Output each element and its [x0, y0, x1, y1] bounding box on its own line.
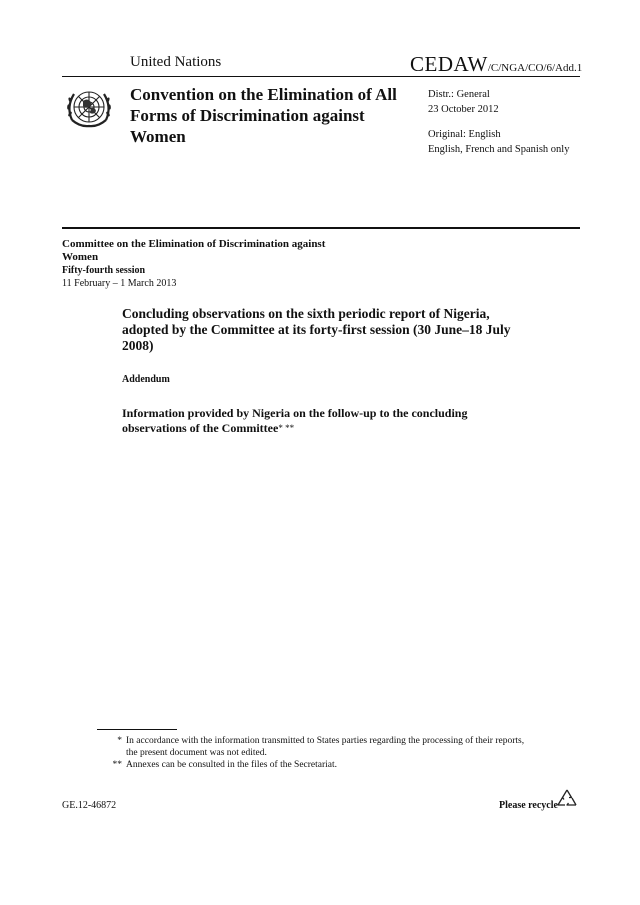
footnote-text: In accordance with the information transmitted to States parties regarding the processing of their reports, the present document was not edited. — [126, 736, 525, 758]
un-emblem-icon — [62, 80, 116, 134]
footnote-1 — [100, 735, 530, 759]
symbol-main: CEDAW — [410, 52, 488, 76]
header-bottom-rule — [62, 227, 580, 229]
info-title — [122, 406, 522, 436]
info-title-text: Information provided by Nigeria on the follow-up to the concluding observations of the Committee — [122, 406, 468, 435]
document-title: Concluding observations on the sixth periodic report of Nigeria, adopted by the Committee at its forty-first session (30 June–18 July 2008) — [122, 306, 511, 353]
distribution-block — [428, 87, 499, 117]
issue-date: 23 October 2012 — [428, 104, 499, 115]
footnotes — [100, 735, 530, 771]
session-dates: 11 February – 1 March 2013 — [62, 278, 177, 289]
session: Fifty-fourth session — [62, 265, 146, 276]
footnote-mark: ** — [112, 760, 122, 770]
committee-name: Committee on the Elimination of Discrimination against Women — [62, 238, 326, 263]
symbol-rest: /C/NGA/CO/6/Add.1 — [487, 62, 583, 74]
footnote-mark: * — [117, 736, 122, 746]
footnote-marks: * ** — [278, 423, 295, 433]
recycle-text: Please recycle — [499, 800, 558, 811]
languages: English, French and Spanish only — [428, 144, 570, 155]
footnote-rule — [97, 729, 177, 730]
header-rule — [62, 76, 580, 77]
organization-name: United Nations — [130, 54, 222, 70]
distribution: Distr.: General — [428, 89, 490, 100]
addendum-label: Addendum — [122, 374, 170, 385]
recycle-icon — [556, 788, 578, 810]
language-block — [428, 127, 569, 157]
job-number: GE.12-46872 — [62, 800, 117, 811]
convention-title: Convention on the Elimination of All Forms of Discrimination against Women — [130, 85, 397, 146]
footnote-2 — [100, 759, 530, 771]
footnote-text: Annexes can be consulted in the files of the Secretariat. — [126, 760, 338, 770]
committee-block — [62, 238, 352, 290]
document-symbol — [410, 52, 582, 77]
original-language: Original: English — [428, 129, 501, 140]
